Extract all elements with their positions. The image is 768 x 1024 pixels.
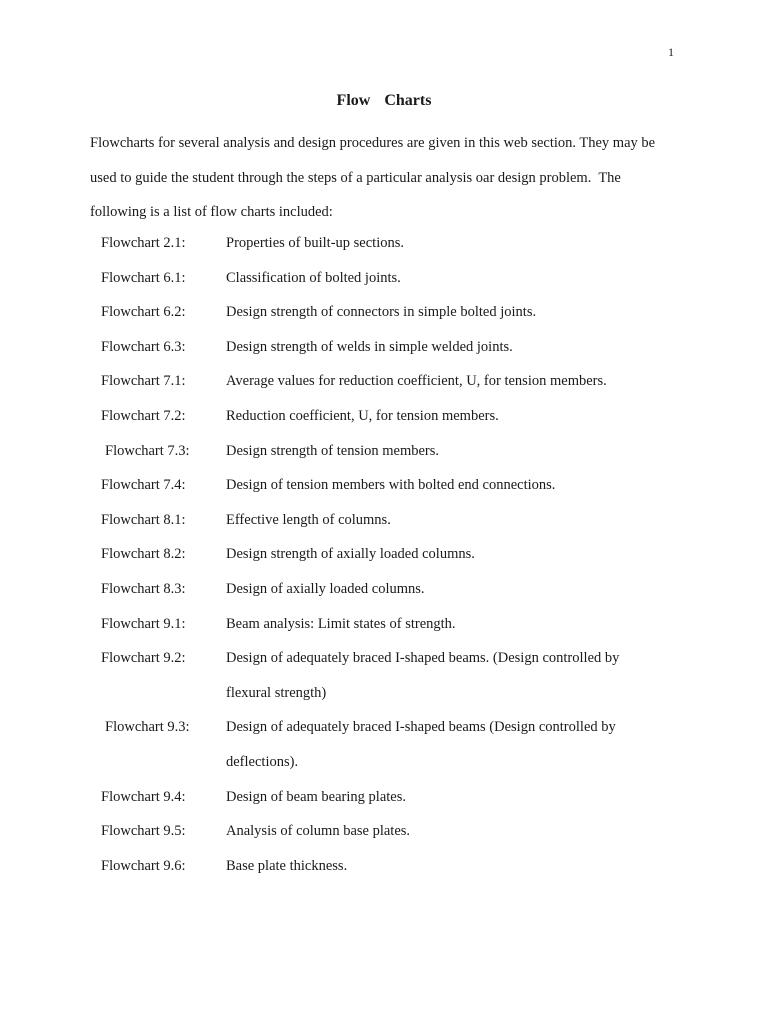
description-line: Beam analysis: Limit states of strength. <box>226 615 456 632</box>
flowchart-description <box>226 537 656 572</box>
flowchart-label: Flowchart 7.4: <box>101 477 186 494</box>
description-line: Classification of bolted joints. <box>226 269 401 286</box>
description-line: Reduction coefficient, U, for tension members. <box>226 407 499 424</box>
flowchart-label: Flowchart 9.4: <box>101 788 186 805</box>
flowchart-description <box>226 434 656 469</box>
flowchart-description <box>226 503 656 538</box>
page-title: Flow Charts <box>336 92 432 109</box>
list-item <box>0 230 768 265</box>
description-line: Design strength of welds in simple welded joints. <box>226 338 513 355</box>
description-line: Design strength of axially loaded columns. <box>226 546 475 563</box>
description-line: Average values for reduction coefficient, U, for tension members. <box>226 373 607 390</box>
flowchart-description <box>226 295 656 330</box>
list-item <box>0 472 768 507</box>
description-line: Design of axially loaded columns. <box>226 580 425 597</box>
flowchart-description <box>226 607 656 642</box>
flowchart-description <box>226 364 656 399</box>
flowchart-label: Flowchart 6.1: <box>101 269 186 286</box>
list-item <box>0 576 768 611</box>
flowchart-description <box>226 849 656 884</box>
flowchart-label: Flowchart 9.6: <box>101 857 186 874</box>
description-line: Design of beam bearing plates. <box>226 788 406 805</box>
list-item <box>0 403 768 438</box>
flowchart-label: Flowchart 6.2: <box>101 304 186 321</box>
flowchart-description <box>226 641 656 710</box>
intro-line: Flowcharts for several analysis and design procedures are given in this web section. They may be <box>90 135 656 151</box>
flowchart-label: Flowchart 7.1: <box>101 373 186 390</box>
list-item <box>0 611 768 646</box>
flowchart-description <box>226 468 656 503</box>
flowchart-label: Flowchart 9.1: <box>101 615 186 632</box>
list-item <box>0 853 768 888</box>
intro-line: used to guide the student through the steps of a particular analysis oar design problem. The <box>90 169 621 186</box>
flowchart-label: Flowchart 9.2: <box>101 650 186 667</box>
description-line: Design strength of tension members. <box>226 442 440 459</box>
flowchart-description <box>226 814 656 849</box>
list-item <box>0 645 768 714</box>
flowchart-label: Flowchart 8.3: <box>101 580 186 597</box>
list-item <box>0 334 768 369</box>
flowchart-description <box>226 226 656 261</box>
flowchart-label: Flowchart 9.5: <box>101 823 186 840</box>
list-item <box>0 784 768 819</box>
list-item <box>0 438 768 473</box>
list-item <box>0 299 768 334</box>
list-item <box>0 507 768 542</box>
flowchart-description <box>226 710 656 779</box>
flowchart-description <box>226 780 656 815</box>
description-line: Base plate thickness. <box>226 857 348 874</box>
flowchart-label: Flowchart 7.3: <box>105 442 190 459</box>
flowchart-label: Flowchart 9.3: <box>105 719 190 736</box>
flowchart-label: Flowchart 8.2: <box>101 546 186 563</box>
flowchart-description <box>226 261 656 296</box>
description-line: flexural strength) <box>226 684 327 701</box>
flowchart-label: Flowchart 2.1: <box>101 235 186 251</box>
intro-line: following is a list of flow charts included: <box>90 204 333 220</box>
description-line: Design of tension members with bolted end connections. <box>226 477 556 494</box>
flowchart-list <box>0 230 768 887</box>
page-number: 1 <box>668 45 674 59</box>
list-item <box>0 818 768 853</box>
flowchart-label: Flowchart 7.2: <box>101 407 186 424</box>
list-item <box>0 368 768 403</box>
flowchart-label: Flowchart 6.3: <box>101 338 186 355</box>
flowchart-label: Flowchart 8.1: <box>101 511 186 528</box>
description-line: Analysis of column base plates. <box>226 823 411 840</box>
description-line: Design of adequately braced I-shaped beams (Design controlled by <box>226 719 616 736</box>
flowchart-description <box>226 330 656 365</box>
intro-paragraph <box>90 126 690 230</box>
flowchart-description <box>226 572 656 607</box>
list-item <box>0 714 768 783</box>
description-line: deflections). <box>226 753 299 770</box>
description-line: Properties of built-up sections. <box>226 235 405 251</box>
description-line: Effective length of columns. <box>226 511 391 528</box>
list-item <box>0 265 768 300</box>
flowchart-description <box>226 399 656 434</box>
list-item <box>0 541 768 576</box>
description-line: Design of adequately braced I-shaped beams. (Design controlled by <box>226 650 620 667</box>
description-line: Design strength of connectors in simple bolted joints. <box>226 304 537 321</box>
